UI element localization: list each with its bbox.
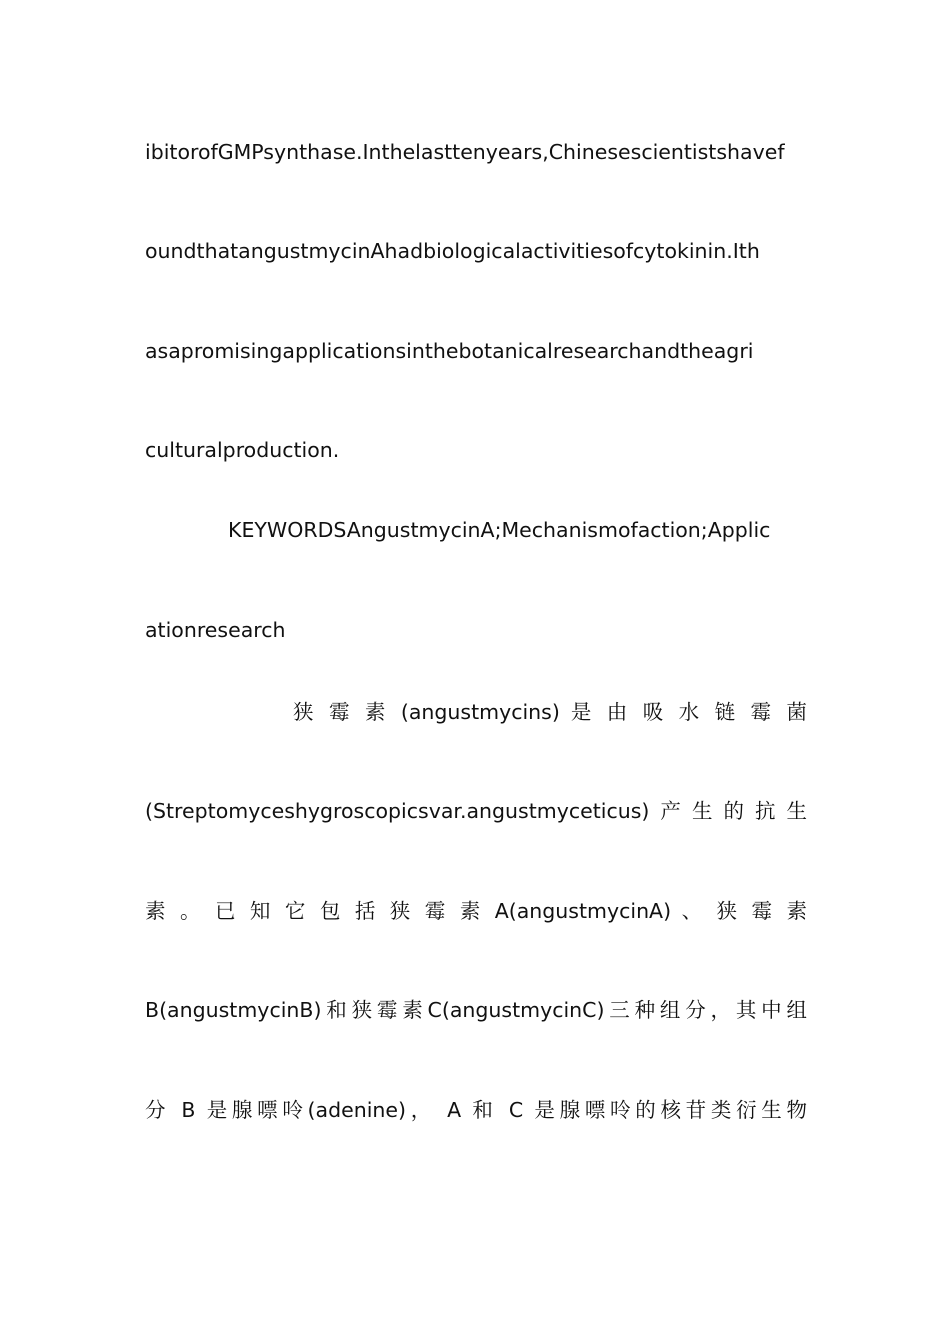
text-line: oundthatangustmycinAhadbiologicalactivitiesofcytokinin.Ith [145,239,760,263]
text-line: (Streptomyceshygroscopicsvar.angustmyceticus)产生的抗生 [145,799,807,823]
text-line: B(angustmycinB)和狭霉素C(angustmycinC)三种组分，其中组 [145,998,807,1022]
text-line: ibitorofGMPsynthase.Inthelasttenyears,Chinesescientistshavef [145,140,785,164]
keywords-continuation: ationresearch [145,618,286,642]
paragraph-first-line: 狭 霉 素 (angustmycins) 是 由 吸 水 链 霉 菌 [293,700,807,724]
keywords-line: KEYWORDSAngustmycinA;Mechanismofaction;Applic [228,518,771,542]
text-line: culturalproduction. [145,438,340,462]
text-line: asapromisingapplicationsinthebotanicalresearchandtheagri [145,339,754,363]
text-line: 分 B 是腺嘌呤(adenine)， A 和 C 是腺嘌呤的核苷类衍生物 [145,1098,807,1122]
text-line: 素 。 已 知 它 包 括 狭 霉 素 A(angustmycinA) 、 狭 霉 素 [145,899,807,923]
